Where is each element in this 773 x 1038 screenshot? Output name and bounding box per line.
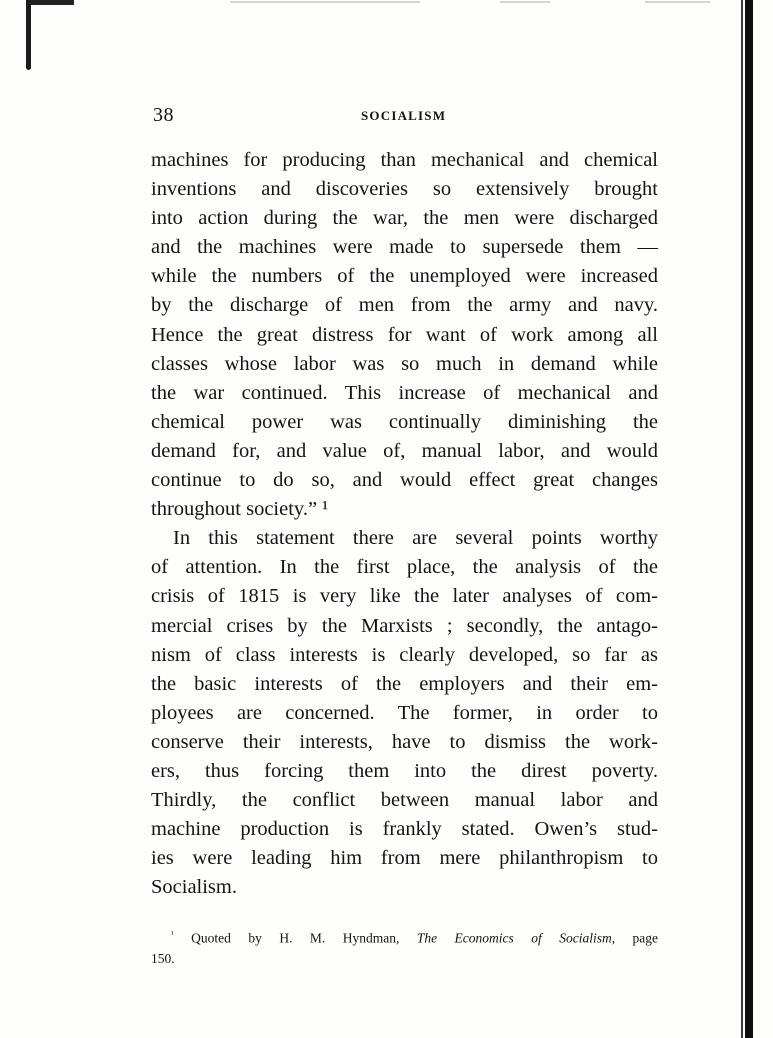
text-line: by the discharge of men from the army and navy.	[151, 294, 658, 317]
text-line: Socialism.	[151, 876, 237, 899]
scan-edge-left	[26, 0, 31, 70]
text-line: crisis of 1815 is very like the later analyses of com-	[151, 585, 658, 608]
text-line: In this statement there are several points worthy	[173, 527, 658, 550]
text-line: the basic interests of the employers and their em-	[151, 672, 658, 695]
text-line: ies were leading him from mere philanthropism to	[151, 847, 658, 870]
text-line: machines for producing than mechanical and chemical	[151, 149, 658, 171]
text-line: inventions and discoveries so extensively brought	[151, 178, 658, 201]
text-line: into action during the war, the men were discharged	[151, 207, 658, 230]
footnote-prefix: Quoted by H. M. Hyndman,	[191, 930, 400, 946]
text-line: mercial crises by the Marxists ; secondly, the antago-	[151, 614, 658, 637]
text-line: conserve their interests, have to dismiss the work-	[151, 730, 658, 753]
scan-speck	[645, 1, 710, 3]
scan-speck	[500, 1, 550, 3]
text-line: ers, thus forcing them into the direst poverty.	[151, 759, 658, 782]
scan-edge-right-thin	[741, 0, 743, 1038]
text-line: Hence the great distress for want of work among all	[151, 323, 658, 346]
footnote-title: The Economics of Socialism,	[416, 930, 616, 946]
scan-speck	[230, 1, 420, 3]
scan-edge-right	[745, 0, 753, 1038]
footnote-marker: ¹	[171, 929, 174, 939]
footnote-line	[151, 924, 658, 949]
text-line: of attention. In the first place, the analysis of the	[151, 556, 658, 579]
text-line: ployees are concerned. The former, in order to	[151, 701, 658, 724]
body-text	[151, 146, 658, 902]
text-line: demand for, and value of, manual labor, and would	[151, 439, 658, 462]
footnote-line: 150.	[151, 950, 175, 966]
page-number: 38	[153, 104, 174, 126]
text-line: while the numbers of the unemployed were increased	[151, 265, 658, 288]
scan-edge-top-left	[28, 0, 74, 5]
text-line: classes whose labor was so much in demand while	[151, 352, 658, 375]
text-line: and the machines were made to supersede them —	[151, 236, 658, 259]
text-line: chemical power was continually diminishing the	[151, 410, 658, 433]
text-line: the war continued. This increase of mechanical and	[151, 381, 658, 404]
text-line: continue to do so, and would effect great changes	[151, 469, 658, 492]
running-head: SOCIALISM	[361, 108, 447, 123]
text-line: Thirdly, the conflict between manual labor and	[151, 789, 658, 812]
page-header	[153, 104, 658, 128]
text-line: nism of class interests is clearly developed, so far as	[151, 643, 658, 666]
footnote	[151, 924, 658, 969]
footnote-suffix: page	[632, 930, 659, 946]
text-line: throughout society.” ¹	[151, 498, 329, 521]
text-line: machine production is frankly stated. Owen’s stud-	[151, 818, 658, 841]
